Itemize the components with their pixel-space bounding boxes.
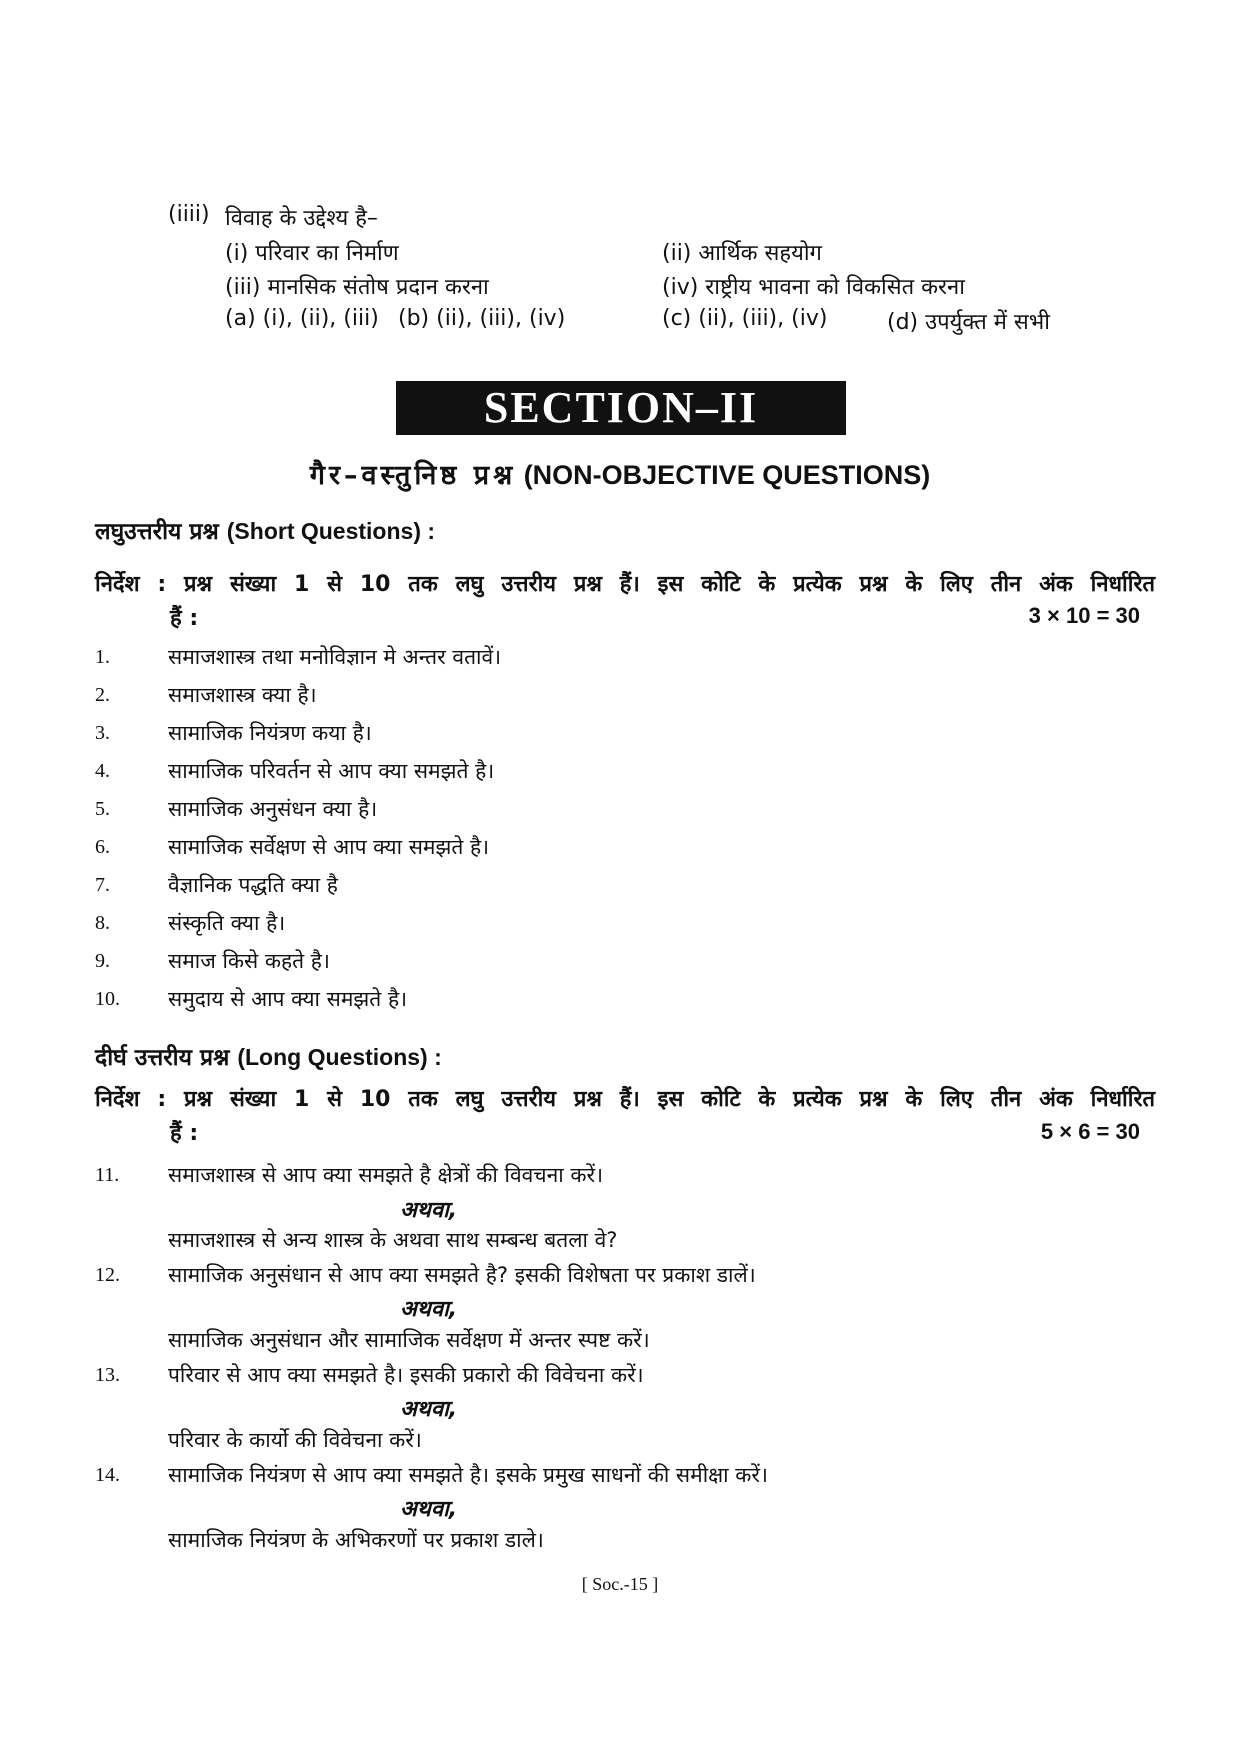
subtitle-english: (NON-OBJECTIVE QUESTIONS) <box>523 460 931 490</box>
mcq-option: (i) परिवार का निर्माण <box>225 241 399 266</box>
short-marks: 3 × 10 = 30 <box>1028 603 1140 628</box>
long-instruction: निर्देश : प्रश्न संख्या 1 से 10 तक लघु उत्तरीय प्रश्न हैं। इस कोटि के प्रत्येक प्रश्न के लिए तीन अंक निर्धारित <box>95 1087 1155 1112</box>
question-text: समाज किसे कहते है। <box>168 949 330 973</box>
question-number: 11. <box>95 1164 120 1186</box>
alternate-question-text: सामाजिक नियंत्रण के अभिकरणों पर प्रकाश डाले। <box>168 1528 544 1552</box>
short-instruction: निर्देश : प्रश्न संख्या 1 से 10 तक लघु उत्तरीय प्रश्न हैं। इस कोटि के प्रत्येक प्रश्न के लिए तीन अंक निर्धारित <box>95 572 1155 597</box>
long-heading-hindi: दीर्घ उत्तरीय प्रश्न <box>95 1045 230 1071</box>
mcq-answer-d: (d) उपर्युक्त में सभी <box>887 310 1050 335</box>
mcq-option: (ii) आर्थिक सहयोग <box>662 241 822 266</box>
question-text: सामाजिक नियंत्रण कया है। <box>168 721 372 745</box>
question-number: 10. <box>95 988 120 1010</box>
subtitle-hindi: गैर–वस्तुनिष्ठ प्रश्न <box>309 460 517 491</box>
mcq-option: (iii) मानसिक संतोष प्रदान करना <box>225 275 489 300</box>
question-number: 4. <box>95 760 110 782</box>
section-subtitle <box>0 455 1240 492</box>
or-label: अथवा, <box>400 1297 458 1322</box>
mcq-answer-a: (a) (i), (ii), (iii) <box>225 306 379 331</box>
short-heading-english: (Short Questions) : <box>226 518 436 544</box>
or-label: अथवा, <box>400 1397 458 1422</box>
question-text: सामाजिक नियंत्रण से आप क्या समझते है। इसके प्रमुख साधनों की समीक्षा करें। <box>168 1463 768 1487</box>
question-number: 9. <box>95 950 110 972</box>
question-number: 5. <box>95 798 110 820</box>
page-footer: [ Soc.-15 ] <box>581 1574 659 1594</box>
question-text: वैज्ञानिक पद्धति क्या है <box>168 873 338 897</box>
question-text: समुदाय से आप क्या समझते है। <box>168 987 408 1011</box>
or-label: अथवा, <box>400 1497 458 1522</box>
question-text: सामाजिक अनुसंधान से आप क्या समझते है? इसकी विशेषता पर प्रकाश डालें। <box>168 1263 756 1287</box>
mcq-number: (iiii) <box>168 202 210 227</box>
question-text: समाजशास्त्र तथा मनोविज्ञान मे अन्तर वतावें। <box>168 645 502 669</box>
question-number: 1. <box>95 646 110 668</box>
long-heading-english: (Long Questions) : <box>237 1044 442 1070</box>
question-number: 7. <box>95 874 110 896</box>
section-title: SECTION–II <box>396 381 846 435</box>
question-text: समाजशास्त्र से आप क्या समझते है क्षेत्रों की विवचना करें। <box>168 1163 604 1187</box>
question-number: 12. <box>95 1264 120 1286</box>
question-text: परिवार से आप क्या समझते है। इसकी प्रकारो की विवेचना करें। <box>168 1363 644 1387</box>
alternate-question-text: परिवार के कार्यो की विवेचना करें। <box>168 1428 422 1452</box>
mcq-answer-c: (c) (ii), (iii), (iv) <box>662 306 828 331</box>
mcq-answer-b: (b) (ii), (iii), (iv) <box>398 306 566 331</box>
alternate-question-text: समाजशास्त्र से अन्य शास्त्र के अथवा साथ सम्बन्ध बतला वे? <box>168 1228 618 1252</box>
short-instruction-cont: हैं : <box>170 606 199 631</box>
question-number: 14. <box>95 1464 120 1486</box>
question-number: 6. <box>95 836 110 858</box>
short-questions-heading <box>95 514 435 546</box>
mcq-option: (iv) राष्ट्रीय भावना को विकसित करना <box>662 275 965 300</box>
mcq-question: विवाह के उद्देश्य है– <box>225 206 378 231</box>
question-text: सामाजिक सर्वेक्षण से आप क्या समझते है। <box>168 835 490 859</box>
question-number: 8. <box>95 912 110 934</box>
short-heading-hindi: लघुउत्तरीय प्रश्न <box>95 519 219 545</box>
long-marks: 5 × 6 = 30 <box>1040 1119 1140 1144</box>
question-number: 2. <box>95 684 110 706</box>
question-number: 3. <box>95 722 110 744</box>
question-text: सामाजिक अनुसंधन क्या है। <box>168 797 378 821</box>
or-label: अथवा, <box>400 1198 458 1223</box>
long-instruction-cont: हैं : <box>170 1121 199 1146</box>
long-questions-heading <box>95 1040 442 1072</box>
question-number: 13. <box>95 1364 120 1386</box>
question-text: समाजशास्त्र क्या है। <box>168 683 317 707</box>
alternate-question-text: सामाजिक अनुसंधान और सामाजिक सर्वेक्षण में अन्तर स्पष्ट करें। <box>168 1328 650 1352</box>
question-text: सामाजिक परिवर्तन से आप क्या समझते है। <box>168 759 495 783</box>
question-text: संस्कृति क्या है। <box>168 911 286 935</box>
